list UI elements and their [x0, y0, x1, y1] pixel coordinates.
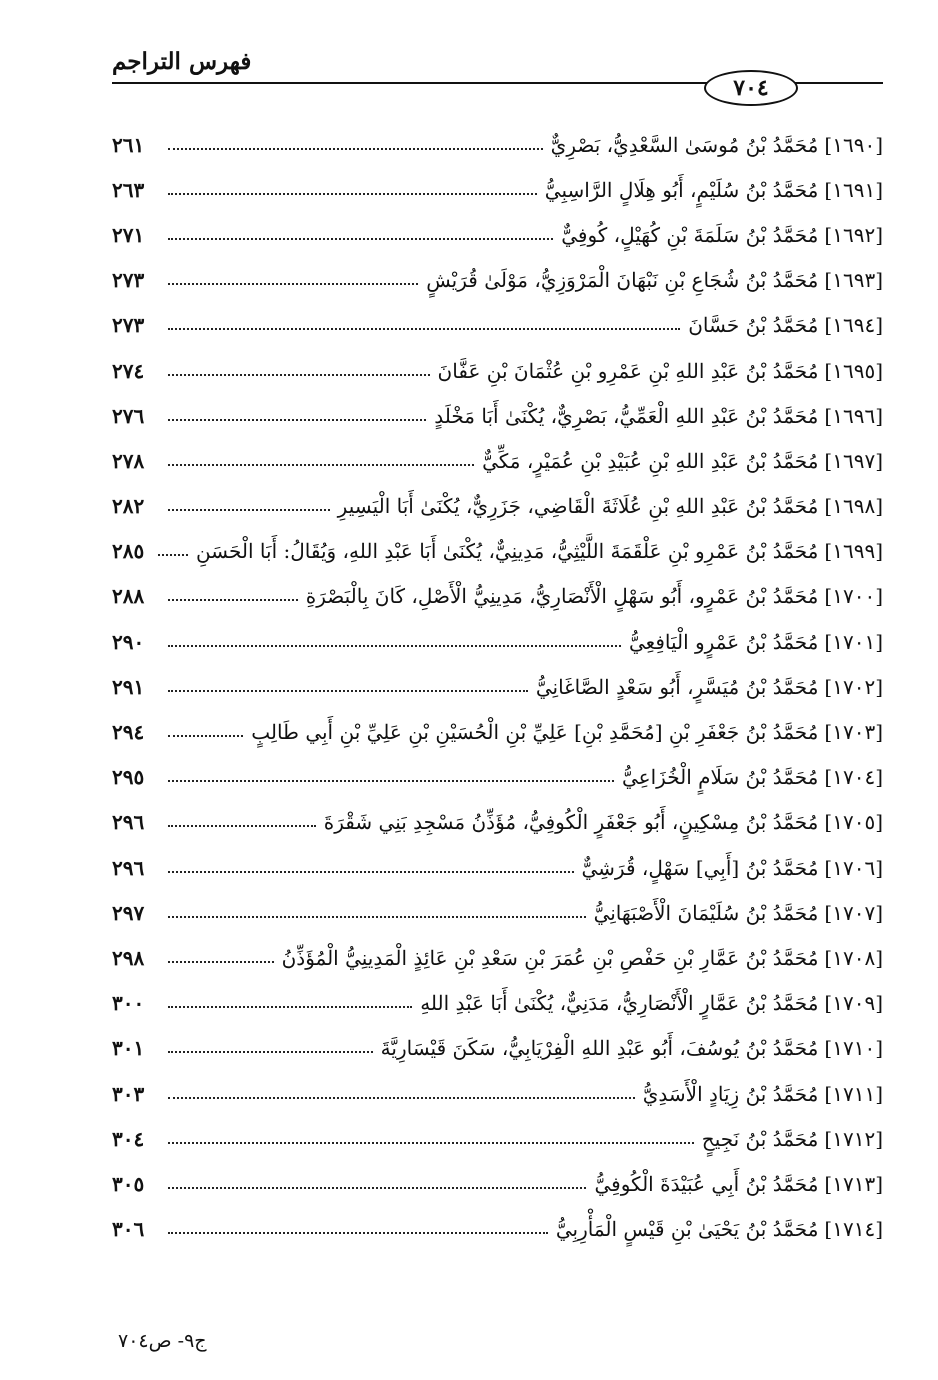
entry-name: مُحَمَّدُ بْنُ سُلَيْمٍ، أَبُو هِلَالٍ الرَّاسِبِيُّ	[544, 177, 819, 202]
leader-dots	[168, 328, 680, 330]
entry-number: [١٧٠٢]	[824, 674, 883, 699]
entry-number: [١٦٩٥]	[824, 358, 883, 383]
index-entry	[112, 258, 883, 303]
entry-page: ٣٠٥	[112, 1171, 145, 1196]
leader-dots	[168, 780, 614, 782]
page-number-badge: ٧٠٤	[704, 70, 798, 106]
index-entry	[112, 1161, 883, 1206]
entry-number: [١٧٠١]	[824, 629, 883, 654]
index-entry	[112, 890, 883, 935]
entry-name: مُحَمَّدُ بْنُ عَمَّارٍ الْأَنْصَارِيُّ، مَدَنِيٌّ، يُكْنَىٰ أَبَا عَبْدِ اللهِ	[420, 991, 819, 1016]
leader-dots	[168, 193, 537, 195]
index-entry	[112, 529, 883, 574]
index-entry	[112, 348, 883, 393]
entry-name: مُحَمَّدُ بْنُ نَجِيحٍ	[701, 1126, 819, 1151]
entry-name: مُحَمَّدُ بْنُ حَسَّانَ	[688, 313, 819, 338]
entry-number: [١٧٠٣]	[824, 720, 883, 745]
index-entry	[112, 935, 883, 980]
entry-number: [١٦٩٨]	[824, 494, 883, 519]
entry-page: ٢٨٨	[112, 584, 145, 609]
entry-page: ٢٨٢	[112, 494, 145, 519]
entry-name: مُحَمَّدُ بْنُ [أَبِي] سَهْلٍ، قُرَشِيٌّ	[581, 855, 819, 880]
entry-name: مُحَمَّدُ بْنُ سَلَامٍ الْخُزَاعِيُّ	[622, 765, 819, 790]
entry-name: مُحَمَّدُ بْنُ زِيَادٍ الْأَسَدِيُّ	[642, 1081, 819, 1106]
entry-name: مُحَمَّدُ بْنُ مُيَسَّرٍ، أَبُو سَعْدٍ الصَّاغَانِيُّ	[535, 674, 819, 699]
index-entry	[112, 845, 883, 890]
entry-page: ٣٠١	[112, 1036, 145, 1061]
entry-number: [١٦٩٢]	[824, 222, 883, 247]
entry-number: [١٦٩٧]	[824, 448, 883, 473]
entry-name: مُحَمَّدُ بْنُ سُلَيْمَانَ الْأَصْبَهَانِيُّ	[593, 900, 819, 925]
entry-page: ٣٠٤	[112, 1126, 145, 1151]
index-entry	[112, 1071, 883, 1116]
index-entry	[112, 981, 883, 1026]
entry-name: مُحَمَّدُ بْنُ جَعْفَرِ بْنِ [مُحَمَّدِ بْنِ] عَلِيِّ بْنِ الْحُسَيْنِ بْنِ عَلِيِّ بْنِ أَبِي طَالِبٍ	[251, 720, 819, 745]
entry-name: مُحَمَّدُ بْنُ مِسْكِينٍ، أَبُو جَعْفَرٍ الْكُوفِيُّ، مُؤَذِّنُ مَسْجِدِ بَنِي شَقْرَةَ	[323, 810, 819, 835]
entry-number: [١٧٠٤]	[824, 765, 883, 790]
index-entry	[112, 709, 883, 754]
leader-dots	[168, 1051, 373, 1053]
entry-name: مُحَمَّدُ بْنُ عَبْدِ اللهِ الْعَمِّيُّ، بَصْرِيٌّ، يُكْنَىٰ أَبَا مَخْلَدٍ	[434, 403, 819, 428]
leader-dots	[168, 1097, 635, 1099]
entry-page: ٢٧٨	[112, 448, 145, 473]
entry-number: [١٧٠٨]	[824, 945, 883, 970]
entry-page: ٢٧١	[112, 222, 145, 247]
entry-page: ٢٩٨	[112, 945, 145, 970]
entry-name: مُحَمَّدُ بْنُ يَحْيَىٰ بْنِ قَيْسٍ الْمَأْرِبِيُّ	[555, 1217, 819, 1242]
index-entry	[112, 755, 883, 800]
index-entry	[112, 438, 883, 483]
entry-number: [١٧١٣]	[824, 1171, 883, 1196]
index-entry	[112, 1116, 883, 1161]
index-entry	[112, 212, 883, 257]
entry-page: ٢٧٦	[112, 403, 145, 428]
entry-number: [١٦٩٠]	[824, 132, 883, 157]
leader-dots	[168, 238, 553, 240]
entry-name: مُحَمَّدُ بْنُ عَبْدِ اللهِ بْنِ عَمْرِو بْنِ عُثْمَانَ بْنِ عَفَّانَ	[437, 358, 819, 383]
index-entry	[112, 122, 883, 167]
entry-number: [١٧١١]	[824, 1081, 883, 1106]
entry-name: مُحَمَّدُ بْنُ مُوسَىٰ السَّعْدِيُّ، بَصْرِيٌّ	[550, 132, 819, 157]
index-entries	[112, 122, 883, 1252]
entry-name: مُحَمَّدُ بْنُ شُجَاعِ بْنِ نَبْهَانَ الْمَرْوَزِيُّ، مَوْلَىٰ قُرَيْشٍ	[426, 268, 819, 293]
leader-dots	[168, 871, 574, 873]
leader-dots	[168, 645, 621, 647]
leader-dots	[168, 374, 430, 376]
entry-number: [١٦٩٩]	[824, 539, 883, 564]
leader-dots	[168, 690, 528, 692]
leader-dots	[158, 554, 188, 556]
entry-page: ٢٦٣	[112, 177, 145, 202]
leader-dots	[168, 825, 316, 827]
entry-page: ٢٧٣	[112, 313, 145, 338]
index-entry	[112, 619, 883, 664]
entry-name: مُحَمَّدُ بْنُ عَمْرٍو، أَبُو سَهْلٍ الْأَنْصَارِيُّ، مَدِينِيُّ الْأَصْلِ، كَانَ بِالْبَصْرَةِ	[305, 584, 819, 609]
index-entry	[112, 303, 883, 348]
leader-dots	[168, 283, 418, 285]
entry-name: مُحَمَّدُ بْنُ عَبْدِ اللهِ بْنِ عُلَاثَةَ الْقَاضِي، جَزَرِيٌّ، يُكْنَىٰ أَبَا الْيَسِيرِ	[337, 494, 819, 519]
entry-number: [١٧٠٠]	[824, 584, 883, 609]
entry-name: مُحَمَّدُ بْنُ سَلَمَةَ بْنِ كُهَيْلٍ، كُوفِيٌّ	[561, 222, 819, 247]
entry-page: ٣٠٦	[112, 1217, 145, 1242]
leader-dots	[168, 1232, 548, 1234]
leader-dots	[168, 419, 426, 421]
entry-page: ٣٠٣	[112, 1081, 145, 1106]
entry-page: ٢٨٥	[112, 539, 145, 564]
entry-page: ٢٩٦	[112, 855, 145, 880]
entry-page: ٢٩٥	[112, 765, 145, 790]
entry-number: [١٧٠٥]	[824, 810, 883, 835]
entry-number: [١٧١٢]	[824, 1126, 883, 1151]
index-entry	[112, 167, 883, 212]
entry-number: [١٦٩٤]	[824, 313, 883, 338]
entry-page: ٢٩١	[112, 674, 145, 699]
entry-name: مُحَمَّدُ بْنُ عَمْرٍو الْيَافِعِيُّ	[629, 629, 819, 654]
index-entry	[112, 1207, 883, 1252]
entry-page: ٢٧٣	[112, 268, 145, 293]
leader-dots	[168, 599, 298, 601]
entry-page: ٢٩٠	[112, 629, 145, 654]
entry-number: [١٦٩١]	[824, 177, 883, 202]
entry-name: مُحَمَّدُ بْنُ عَمَّارِ بْنِ حَفْصِ بْنِ عُمَرَ بْنِ سَعْدِ بْنِ عَائِذٍ الْمَدِينِيُّ الْمُؤَذِّنُ	[281, 945, 819, 970]
entry-name: مُحَمَّدُ بْنُ عَبْدِ اللهِ بْنِ عُبَيْدِ بْنِ عُمَيْرٍ، مَكِّيٌّ	[482, 448, 819, 473]
index-entry	[112, 574, 883, 619]
index-entry	[112, 1026, 883, 1071]
leader-dots	[168, 464, 474, 466]
leader-dots	[168, 1006, 412, 1008]
leader-dots	[168, 735, 243, 737]
leader-dots	[168, 1142, 694, 1144]
leader-dots	[168, 961, 274, 963]
entry-page: ٣٠٠	[112, 991, 145, 1016]
entry-number: [١٧١٤]	[824, 1217, 883, 1242]
entry-page: ٢٩٦	[112, 810, 145, 835]
entry-page: ٢٦١	[112, 132, 145, 157]
entry-number: [١٧٠٩]	[824, 991, 883, 1016]
entry-page: ٢٩٤	[112, 720, 145, 745]
footer-signature: ج٩- ص٧٠٤	[118, 1330, 207, 1352]
entry-name: مُحَمَّدُ بْنُ عَمْرِو بْنِ عَلْقَمَةَ اللَّيْثِيُّ، مَدِينِيٌّ، يُكْنَىٰ أَبَا عَبْدِ اللهِ، وَيُقَالُ: أَبَا الْحَسَنِ	[195, 539, 819, 564]
entry-name: مُحَمَّدُ بْنُ أَبِي عُبَيْدَةَ الْكُوفِيُّ	[594, 1171, 819, 1196]
leader-dots	[168, 1187, 586, 1189]
entry-page: ٢٩٧	[112, 900, 145, 925]
index-entry	[112, 393, 883, 438]
index-entry	[112, 800, 883, 845]
entry-number: [١٧٠٧]	[824, 900, 883, 925]
entry-number: [١٧١٠]	[824, 1036, 883, 1061]
index-entry	[112, 484, 883, 529]
index-entry	[112, 664, 883, 709]
page-title: فهرس التراجم	[112, 48, 252, 75]
entry-number: [١٦٩٦]	[824, 403, 883, 428]
leader-dots	[168, 916, 586, 918]
leader-dots	[168, 148, 543, 150]
entry-name: مُحَمَّدُ بْنُ يُوسُفَ، أَبُو عَبْدِ اللهِ الْفِرْيَابِيُّ، سَكَنَ قَيْسَارِيَّةَ	[380, 1036, 819, 1061]
leader-dots	[168, 509, 330, 511]
entry-page: ٢٧٤	[112, 358, 145, 383]
entry-number: [١٧٠٦]	[824, 855, 883, 880]
entry-number: [١٦٩٣]	[824, 268, 883, 293]
